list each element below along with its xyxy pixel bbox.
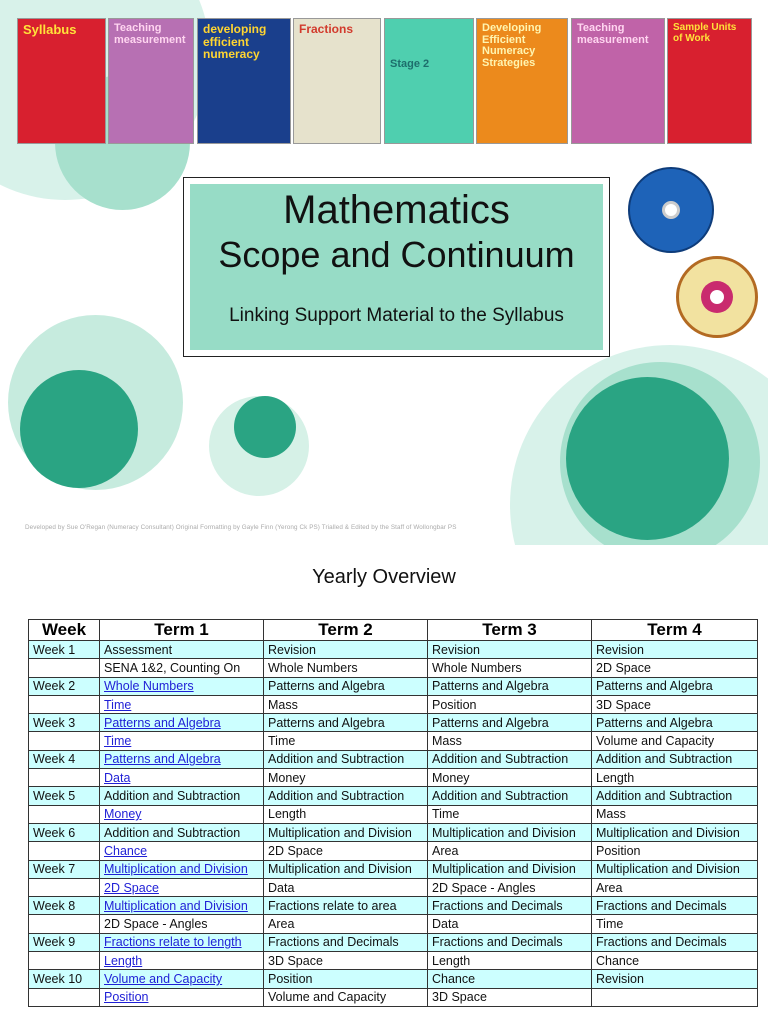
topic-cell: Patterns and Algebra: [264, 677, 428, 695]
table-row: [29, 988, 758, 1006]
topic-cell: Addition and Subtraction: [100, 787, 264, 805]
topic-cell: Whole Numbers: [264, 659, 428, 677]
topic-link[interactable]: Whole Numbers: [100, 677, 264, 695]
week-cell: [29, 695, 100, 713]
topic-cell: Addition and Subtraction: [428, 787, 592, 805]
column-header-term-4: Term 4: [592, 620, 758, 641]
column-header-term-1: Term 1: [100, 620, 264, 641]
yearly-overview-table: [28, 619, 758, 1007]
topic-cell: Mass: [264, 695, 428, 713]
book-title: developing efficient numeracy: [203, 22, 267, 62]
topic-link[interactable]: Time: [100, 732, 264, 750]
cd-disc-space-geometry: [676, 256, 758, 338]
book-cover-syllabus: [17, 18, 106, 144]
topic-cell: 3D Space: [428, 988, 592, 1006]
topic-cell: Length: [264, 805, 428, 823]
topic-cell: Multiplication and Division: [592, 860, 758, 878]
week-cell: [29, 805, 100, 823]
topic-cell: Fractions and Decimals: [428, 933, 592, 951]
table-row: [29, 915, 758, 933]
topic-cell: 3D Space: [592, 695, 758, 713]
topic-cell: Patterns and Algebra: [428, 677, 592, 695]
topic-cell: Money: [428, 769, 592, 787]
book-title: Fractions: [299, 22, 354, 36]
table-row: [29, 677, 758, 695]
topic-link[interactable]: Money: [100, 805, 264, 823]
topic-link[interactable]: Chance: [100, 842, 264, 860]
topic-cell: Mass: [428, 732, 592, 750]
topic-cell: Revision: [428, 641, 592, 659]
topic-cell: Multiplication and Division: [264, 860, 428, 878]
topic-cell: Data: [264, 878, 428, 896]
week-cell: Week 8: [29, 897, 100, 915]
topic-cell: Patterns and Algebra: [428, 714, 592, 732]
table-row: [29, 897, 758, 915]
book-cover-teaching-measurement-stage-2: [571, 18, 665, 144]
topic-cell: Revision: [592, 641, 758, 659]
week-cell: Week 5: [29, 787, 100, 805]
table-header-row: [29, 620, 758, 641]
week-cell: [29, 988, 100, 1006]
topic-cell: Length: [428, 952, 592, 970]
title-panel: [190, 184, 603, 350]
tagline: Linking Support Material to the Syllabus: [229, 305, 564, 326]
decorative-circle: [566, 377, 729, 540]
book-cover-stage-2: [384, 18, 474, 144]
week-cell: Week 7: [29, 860, 100, 878]
topic-cell: Area: [592, 878, 758, 896]
week-cell: Week 10: [29, 970, 100, 988]
table-row: [29, 659, 758, 677]
book-title: Developing Efficient Numeracy Strategies: [482, 22, 542, 69]
topic-link[interactable]: Fractions relate to length: [100, 933, 264, 951]
topic-cell: Mass: [592, 805, 758, 823]
week-cell: [29, 732, 100, 750]
topic-cell: 2D Space - Angles: [428, 878, 592, 896]
table-row: [29, 695, 758, 713]
topic-cell: Volume and Capacity: [264, 988, 428, 1006]
topic-cell: Area: [428, 842, 592, 860]
week-cell: Week 9: [29, 933, 100, 951]
book-cover-sample-units-of-work: [667, 18, 752, 144]
overview-title: Yearly Overview: [312, 566, 456, 588]
topic-cell: Addition and Subtraction: [592, 750, 758, 768]
topic-link[interactable]: Patterns and Algebra: [100, 714, 264, 732]
topic-cell: Time: [264, 732, 428, 750]
cd-hole: [662, 201, 680, 219]
week-cell: Week 2: [29, 677, 100, 695]
topic-cell: Assessment: [100, 641, 264, 659]
topic-cell: Position: [592, 842, 758, 860]
topic-cell: Patterns and Algebra: [592, 714, 758, 732]
topic-cell: Revision: [592, 970, 758, 988]
book-title: Syllabus: [23, 22, 77, 37]
topic-cell: Addition and Subtraction: [428, 750, 592, 768]
table-row: [29, 641, 758, 659]
topic-cell: Multiplication and Division: [428, 860, 592, 878]
topic-cell: Multiplication and Division: [428, 823, 592, 841]
book-title: Stage 2: [390, 58, 430, 70]
main-title: Mathematics: [283, 188, 510, 232]
topic-cell: Money: [264, 769, 428, 787]
book-cover-teaching-measurement: [108, 18, 194, 144]
week-cell: [29, 952, 100, 970]
cd-hole: [710, 290, 724, 304]
column-header-week: Week: [29, 620, 100, 641]
topic-cell: Patterns and Algebra: [264, 714, 428, 732]
topic-cell: Fractions relate to area: [264, 897, 428, 915]
topic-link[interactable]: Data: [100, 769, 264, 787]
week-cell: Week 3: [29, 714, 100, 732]
topic-cell: Data: [428, 915, 592, 933]
week-cell: [29, 659, 100, 677]
topic-cell: Volume and Capacity: [592, 732, 758, 750]
table-row: [29, 878, 758, 896]
topic-cell: Length: [592, 769, 758, 787]
topic-cell: Chance: [428, 970, 592, 988]
main-subtitle: Scope and Continuum: [218, 234, 575, 275]
topic-link[interactable]: Multiplication and Division: [100, 897, 264, 915]
topic-cell: Area: [264, 915, 428, 933]
table-row: [29, 933, 758, 951]
topic-cell: Position: [264, 970, 428, 988]
topic-cell: Addition and Subtraction: [100, 823, 264, 841]
book-title: Teaching measurement: [577, 22, 649, 46]
table-row: [29, 787, 758, 805]
topic-cell: Multiplication and Division: [592, 823, 758, 841]
week-cell: Week 6: [29, 823, 100, 841]
week-cell: Week 4: [29, 750, 100, 768]
book-cover-fractions: [293, 18, 381, 144]
topic-link[interactable]: Patterns and Algebra: [100, 750, 264, 768]
topic-cell: Time: [592, 915, 758, 933]
table-row: [29, 952, 758, 970]
decorative-circle: [20, 370, 138, 488]
topic-link[interactable]: 2D Space: [100, 878, 264, 896]
topic-cell: 2D Space: [592, 659, 758, 677]
topic-cell: Whole Numbers: [428, 659, 592, 677]
topic-cell: Time: [428, 805, 592, 823]
topic-cell: 3D Space: [264, 952, 428, 970]
topic-cell: Addition and Subtraction: [264, 787, 428, 805]
topic-link[interactable]: Time: [100, 695, 264, 713]
table-row: [29, 769, 758, 787]
topic-link[interactable]: Position: [100, 988, 264, 1006]
table-body: [29, 641, 758, 1007]
column-header-term-2: Term 2: [264, 620, 428, 641]
credit-line: Developed by Sue O'Regan (Numeracy Consultant) Original Formatting by Gayle Finn (Yerong Ck PS) Trialled & Edited by the Staff of Wollongbar PS: [25, 524, 457, 531]
topic-cell: Addition and Subtraction: [592, 787, 758, 805]
topic-cell: SENA 1&2, Counting On: [100, 659, 264, 677]
table-row: [29, 970, 758, 988]
table-row: [29, 842, 758, 860]
topic-cell: Revision: [264, 641, 428, 659]
topic-cell: 2D Space: [264, 842, 428, 860]
topic-cell: Fractions and Decimals: [428, 897, 592, 915]
topic-cell: Fractions and Decimals: [592, 897, 758, 915]
topic-link[interactable]: Volume and Capacity: [100, 970, 264, 988]
book-title: Sample Units of Work: [673, 22, 737, 44]
topic-cell: 2D Space - Angles: [100, 915, 264, 933]
topic-cell: Patterns and Algebra: [592, 677, 758, 695]
week-cell: [29, 915, 100, 933]
week-cell: [29, 878, 100, 896]
table-row: [29, 750, 758, 768]
week-cell: [29, 769, 100, 787]
table-row: [29, 860, 758, 878]
column-header-term-3: Term 3: [428, 620, 592, 641]
week-cell: Week 1: [29, 641, 100, 659]
topic-cell: [592, 988, 758, 1006]
topic-cell: Fractions and Decimals: [264, 933, 428, 951]
topic-cell: Chance: [592, 952, 758, 970]
topic-cell: Fractions and Decimals: [592, 933, 758, 951]
topic-cell: Addition and Subtraction: [264, 750, 428, 768]
topic-link[interactable]: Multiplication and Division: [100, 860, 264, 878]
topic-cell: Position: [428, 695, 592, 713]
topic-cell: Multiplication and Division: [264, 823, 428, 841]
book-cover-developing-efficient-numeracy-strategies: [476, 18, 568, 144]
title-box: [183, 177, 610, 357]
table-row: [29, 714, 758, 732]
topic-link[interactable]: Length: [100, 952, 264, 970]
book-title: Teaching measurement: [114, 22, 186, 46]
table-row: [29, 823, 758, 841]
table-row: [29, 732, 758, 750]
book-cover-developing-efficient-numeracy: [197, 18, 291, 144]
cd-disc-patterns-algebra: [628, 167, 714, 253]
table-row: [29, 805, 758, 823]
decorative-circle: [234, 396, 296, 458]
week-cell: [29, 842, 100, 860]
